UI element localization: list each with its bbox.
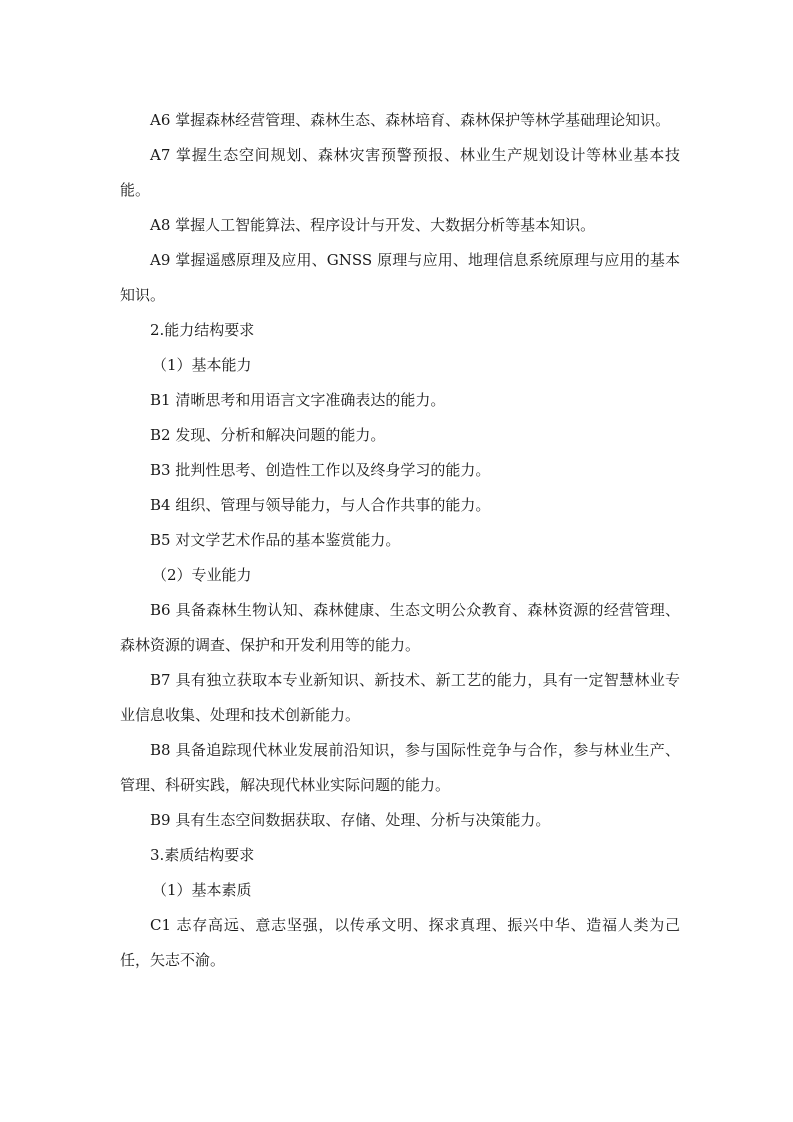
paragraph-b1: B1 清晰思考和用语言文字准确表达的能力。 (150, 391, 446, 409)
paragraph-b5: B5 对文学艺术作品的基本鉴赏能力。 (150, 531, 401, 549)
paragraph-a7: A7 掌握生态空间规划、森林灾害预警预报、林业生产规划设计等林业基本技能。 (120, 146, 680, 199)
paragraph-a6: A6 掌握森林经营管理、森林生态、森林培育、森林保护等林学基础理论知识。 (150, 111, 671, 129)
paragraph-b3: B3 批判性思考、创造性工作以及终身学习的能力。 (150, 461, 491, 479)
paragraph-b7: B7 具有独立获取本专业新知识、新技术、新工艺的能力，具有一定智慧林业专业信息收集、处理和技术创新能力。 (120, 671, 680, 724)
paragraph-b9: B9 具有生态空间数据获取、存储、处理、分析与决策能力。 (150, 811, 551, 829)
paragraph-a8: A8 掌握人工智能算法、程序设计与开发、大数据分析等基本知识。 (150, 216, 596, 234)
subheading-basic-quality: （1）基本素质 (152, 881, 252, 899)
section-heading-quality: 3.素质结构要求 (150, 846, 255, 864)
paragraph-b4: B4 组织、管理与领导能力，与人合作共事的能力。 (150, 496, 491, 514)
paragraph-c1: C1 志存高远、意志坚强，以传承文明、探求真理、振兴中华、造福人类为己任，矢志不渝。 (120, 916, 680, 969)
paragraph-b8: B8 具备追踪现代林业发展前沿知识，参与国际性竞争与合作，参与林业生产、管理、科研实践，解决现代林业实际问题的能力。 (120, 741, 680, 794)
subheading-professional-ability: （2）专业能力 (152, 566, 252, 584)
section-heading-ability: 2.能力结构要求 (150, 321, 255, 339)
subheading-basic-ability: （1）基本能力 (152, 356, 252, 374)
paragraph-b6: B6 具备森林生物认知、森林健康、生态文明公众教育、森林资源的经营管理、森林资源的调查、保护和开发利用等的能力。 (120, 601, 680, 654)
paragraph-b2: B2 发现、分析和解决问题的能力。 (150, 426, 386, 444)
paragraph-a9: A9 掌握遥感原理及应用、GNSS 原理与应用、地理信息系统原理与应用的基本知识。 (120, 251, 680, 304)
document-body (120, 103, 680, 978)
